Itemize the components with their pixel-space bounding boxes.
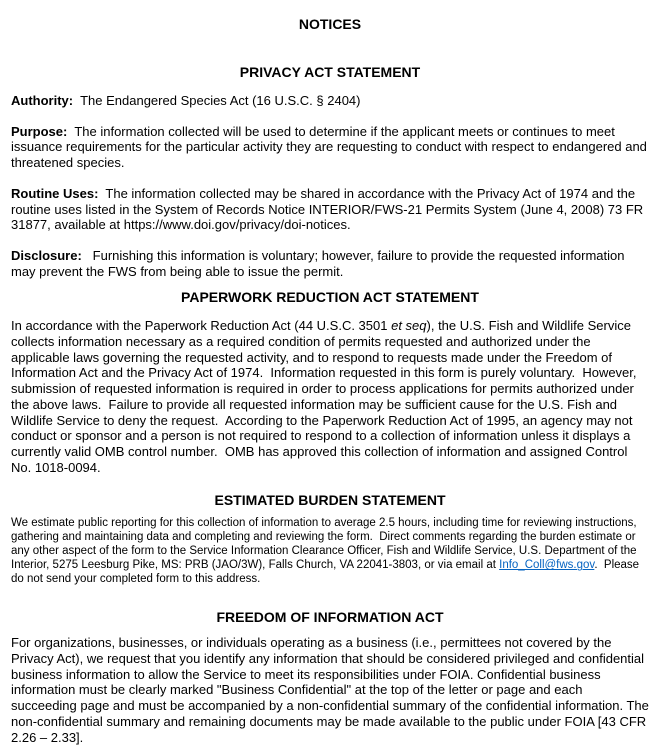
foia-paragraph (11, 635, 653, 745)
purpose-label: Purpose: (11, 123, 68, 139)
paperwork-text-post: ), the U.S. Fish and Wildlife Service collects information necessary as a required condition of permits requested and authorized under the applicable laws governing the requested activity, and to respond to requests made under the Freedom of Information Act and the Privacy Act of 1974. Information requested in this form is purely voluntary. However, submission of requested information is required in order to process applications for permits authorized under the above laws. Failure to provide all requested information may be sufficient cause for the U.S. Fish and Wildlife Service to deny the request. According to the Paperwork Reduction Act of 1995, an agency may not conduct or sponsor and a person is not required to respond to a collection of information unless it displays a currently valid OMB control number. OMB has approved this collection of information and assigned Control No. 1018-0094. (11, 318, 641, 475)
paperwork-text-pre: In accordance with the Paperwork Reduction Act (44 U.S.C. 3501 (11, 318, 392, 334)
purpose-paragraph (11, 124, 649, 171)
paperwork-paragraph (11, 318, 649, 475)
email-link[interactable]: Info_Coll@fws.gov (499, 559, 595, 572)
burden-text-pre: We estimate public reporting for this collection of information to average 2.5 hours, including time for reviewing instructions, gathering and maintaining data and completing and reviewing the form. Direct comments regarding the burden estimate or any other aspect of the form to the Service Information Clearance Officer, Fish and Wildlife Service, U.S. Department of the Interior, 5275 Leesburg Pike, MS: PRB (JAO/3W), Falls Church, VA 22041-3803, or via email at (11, 517, 640, 572)
page-title: NOTICES (298, 16, 362, 32)
routine-uses-label: Routine Uses: (11, 185, 99, 201)
authority-paragraph (11, 93, 649, 109)
routine-uses-paragraph (11, 186, 649, 233)
disclosure-text: Furnishing this information is voluntary; however, failure to provide the requested information may prevent the FWS from being able to issue the permit. (11, 247, 629, 279)
paperwork-heading: PAPERWORK REDUCTION ACT STATEMENT (181, 289, 479, 306)
purpose-text: The information collected will be used to determine if the applicant meets or continues to meet issuance requirements for the particular activity they are requesting to conduct with respect to endangered and threatened species. (11, 123, 651, 171)
burden-paragraph (11, 516, 649, 586)
authority-label: Authority: (11, 93, 74, 108)
privacy-act-heading: PRIVACY ACT STATEMENT (239, 64, 421, 80)
routine-uses-text: The information collected may be shared in accordance with the Privacy Act of 1974 and the routine uses listed in the System of Records Notice INTERIOR/FWS-21 Permits System (June 4, 2008) 73 FR 31877, available at https://www.doi.gov/privacy/doi-notices. (11, 185, 647, 233)
paperwork-text-italic: et seq (391, 318, 427, 334)
authority-text: The Endangered Species Act (16 U.S.C. § 2404) (73, 93, 361, 108)
foia-heading: FREEDOM OF INFORMATION ACT (216, 609, 444, 626)
burden-text-post: . Please do not send your completed form to this address. (11, 559, 643, 586)
burden-heading: ESTIMATED BURDEN STATEMENT (214, 492, 446, 509)
foia-text: For organizations, businesses, or individuals operating as a business (i.e., permittees not covered by the Privacy Act), we request that you identify any information that should be considered privileged and confidential business information to allow the Service to meet its responsibilities under FOIA. Confidential business information must be clearly marked "Business Confidential" at the top of the letter or page and each succeeding page and must be accompanied by a non-confidential summary of the confidential information. The non-confidential summary and remaining documents may be made available to the public under FOIA [43 CFR 2.26 – 2.33]. (11, 635, 653, 745)
disclosure-paragraph (11, 248, 649, 279)
disclosure-label: Disclosure: (11, 247, 82, 263)
